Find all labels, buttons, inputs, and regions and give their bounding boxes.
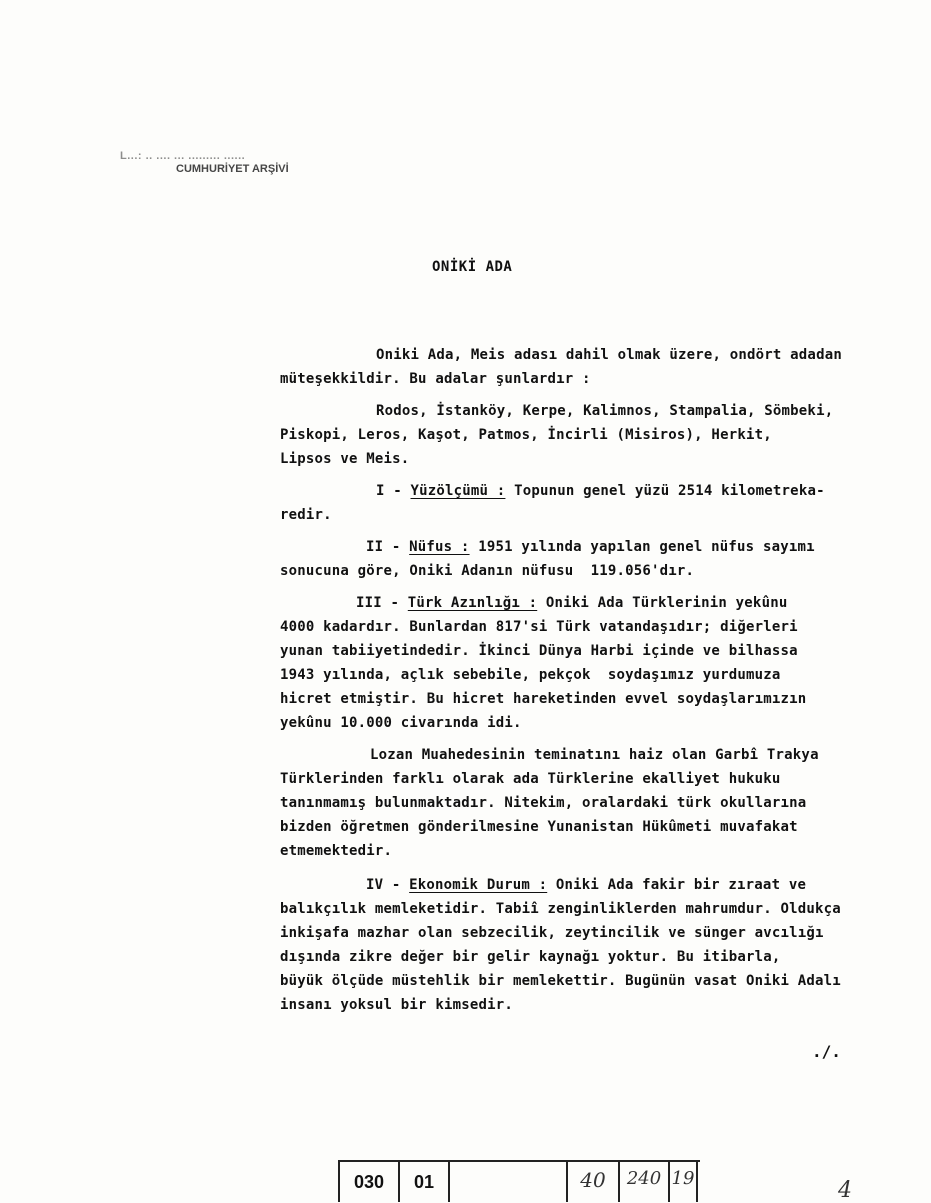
intro-line: müteşekkildir. Bu adalar şunlardır : — [280, 371, 591, 387]
section-4-line: inkişafa mazhar olan sebzecilik, zeytincilik ve sünger avcılığı — [280, 925, 824, 941]
islands-line: Lipsos ve Meis. — [280, 451, 410, 467]
lozan-line: bizden öğretmen gönderilmesine Yunanistan Hükûmeti muvafakat — [280, 819, 798, 835]
section-4-line — [366, 876, 806, 894]
islands-line: Piskopi, Leros, Kaşot, Patmos, İncirli (Misiros), Herkit, — [280, 427, 772, 443]
section-1-line: redir. — [280, 507, 332, 523]
section-3-heading: Türk Azınlığı : — [407, 595, 538, 611]
archive-box-4: 40 — [568, 1162, 620, 1202]
archive-box-6: 19 — [670, 1162, 698, 1202]
archive-box-5: 240 — [620, 1162, 670, 1202]
lozan-line: Türklerinden farklı olarak ada Türklerine ekalliyet hukuku — [280, 771, 781, 787]
section-4-line: dışında zikre değer bir gelir kaynağı yoktur. Bu itibarla, — [280, 949, 781, 965]
document-title: ONİKİ ADA — [432, 259, 513, 275]
section-3-line: 1943 yılında, açlık sebebile, pekçok soydaşımız yurdumuza — [280, 667, 781, 683]
stamp-line-1: L...: .. .... ... ......... ...... — [120, 150, 246, 162]
section-3-line: 4000 kadardır. Bunlardan 817'si Türk vatandaşıdır; diğerleri — [280, 619, 798, 635]
section-1-text: Topunun genel yüzü 2514 kilometreka- — [505, 483, 825, 499]
archive-box-1: 030 — [340, 1162, 400, 1202]
section-4-number: IV - — [366, 877, 410, 893]
archive-stamp — [120, 150, 289, 176]
lozan-line: Lozan Muahedesinin teminatını haiz olan Garbî Trakya — [370, 747, 819, 763]
section-3-line: hicret etmiştir. Bu hicret hareketinden evvel soydaşlarımızın — [280, 691, 807, 707]
end-mark: ./. — [812, 1042, 841, 1061]
archive-reference-boxes — [338, 1160, 700, 1202]
section-2-heading: Nüfus : — [409, 539, 470, 555]
section-1-line — [376, 482, 825, 500]
page-corner-mark: 4 — [838, 1178, 852, 1203]
section-3-text: Oniki Ada Türklerinin yekûnu — [537, 595, 788, 611]
section-4-heading: Ekonomik Durum : — [409, 877, 548, 893]
section-3-line: yunan tabiiyetindedir. İkinci Dünya Harbi içinde ve bilhassa — [280, 643, 798, 659]
section-2-number: II - — [366, 539, 410, 555]
section-4-line: insanı yoksul bir kimsedir. — [280, 997, 513, 1013]
section-4-line: büyük ölçüde müstehlik bir memlekettir. Bugünün vasat Oniki Adalı — [280, 973, 841, 989]
stamp-line-2: CUMHURİYET ARŞİVİ — [176, 163, 289, 175]
section-1-number: I - — [376, 483, 411, 499]
archive-box-2: 01 — [400, 1162, 450, 1202]
lozan-line: etmemektedir. — [280, 843, 393, 859]
section-3-line — [356, 594, 787, 612]
section-4-line: balıkçılık memleketidir. Tabiî zenginliklerden mahrumdur. Oldukça — [280, 901, 841, 917]
section-4-text: Oniki Ada fakir bir zıraat ve — [547, 877, 807, 893]
section-2-line: sonucuna göre, Oniki Adanın nüfusu 119.056'dır. — [280, 563, 695, 579]
islands-line: Rodos, İstanköy, Kerpe, Kalimnos, Stampalia, Sömbeki, — [376, 403, 834, 419]
lozan-line: tanınmamış bulunmaktadır. Nitekim, oralardaki türk okullarına — [280, 795, 807, 811]
intro-line: Oniki Ada, Meis adası dahil olmak üzere, ondört adadan — [376, 347, 842, 363]
section-2-line — [366, 538, 815, 556]
archive-box-3 — [450, 1162, 568, 1202]
section-3-number: III - — [356, 595, 408, 611]
section-2-text: 1951 yılında yapılan genel nüfus sayımı — [469, 539, 815, 555]
section-1-heading: Yüzölçümü : — [410, 483, 506, 499]
section-3-line: yekûnu 10.000 civarında idi. — [280, 715, 522, 731]
